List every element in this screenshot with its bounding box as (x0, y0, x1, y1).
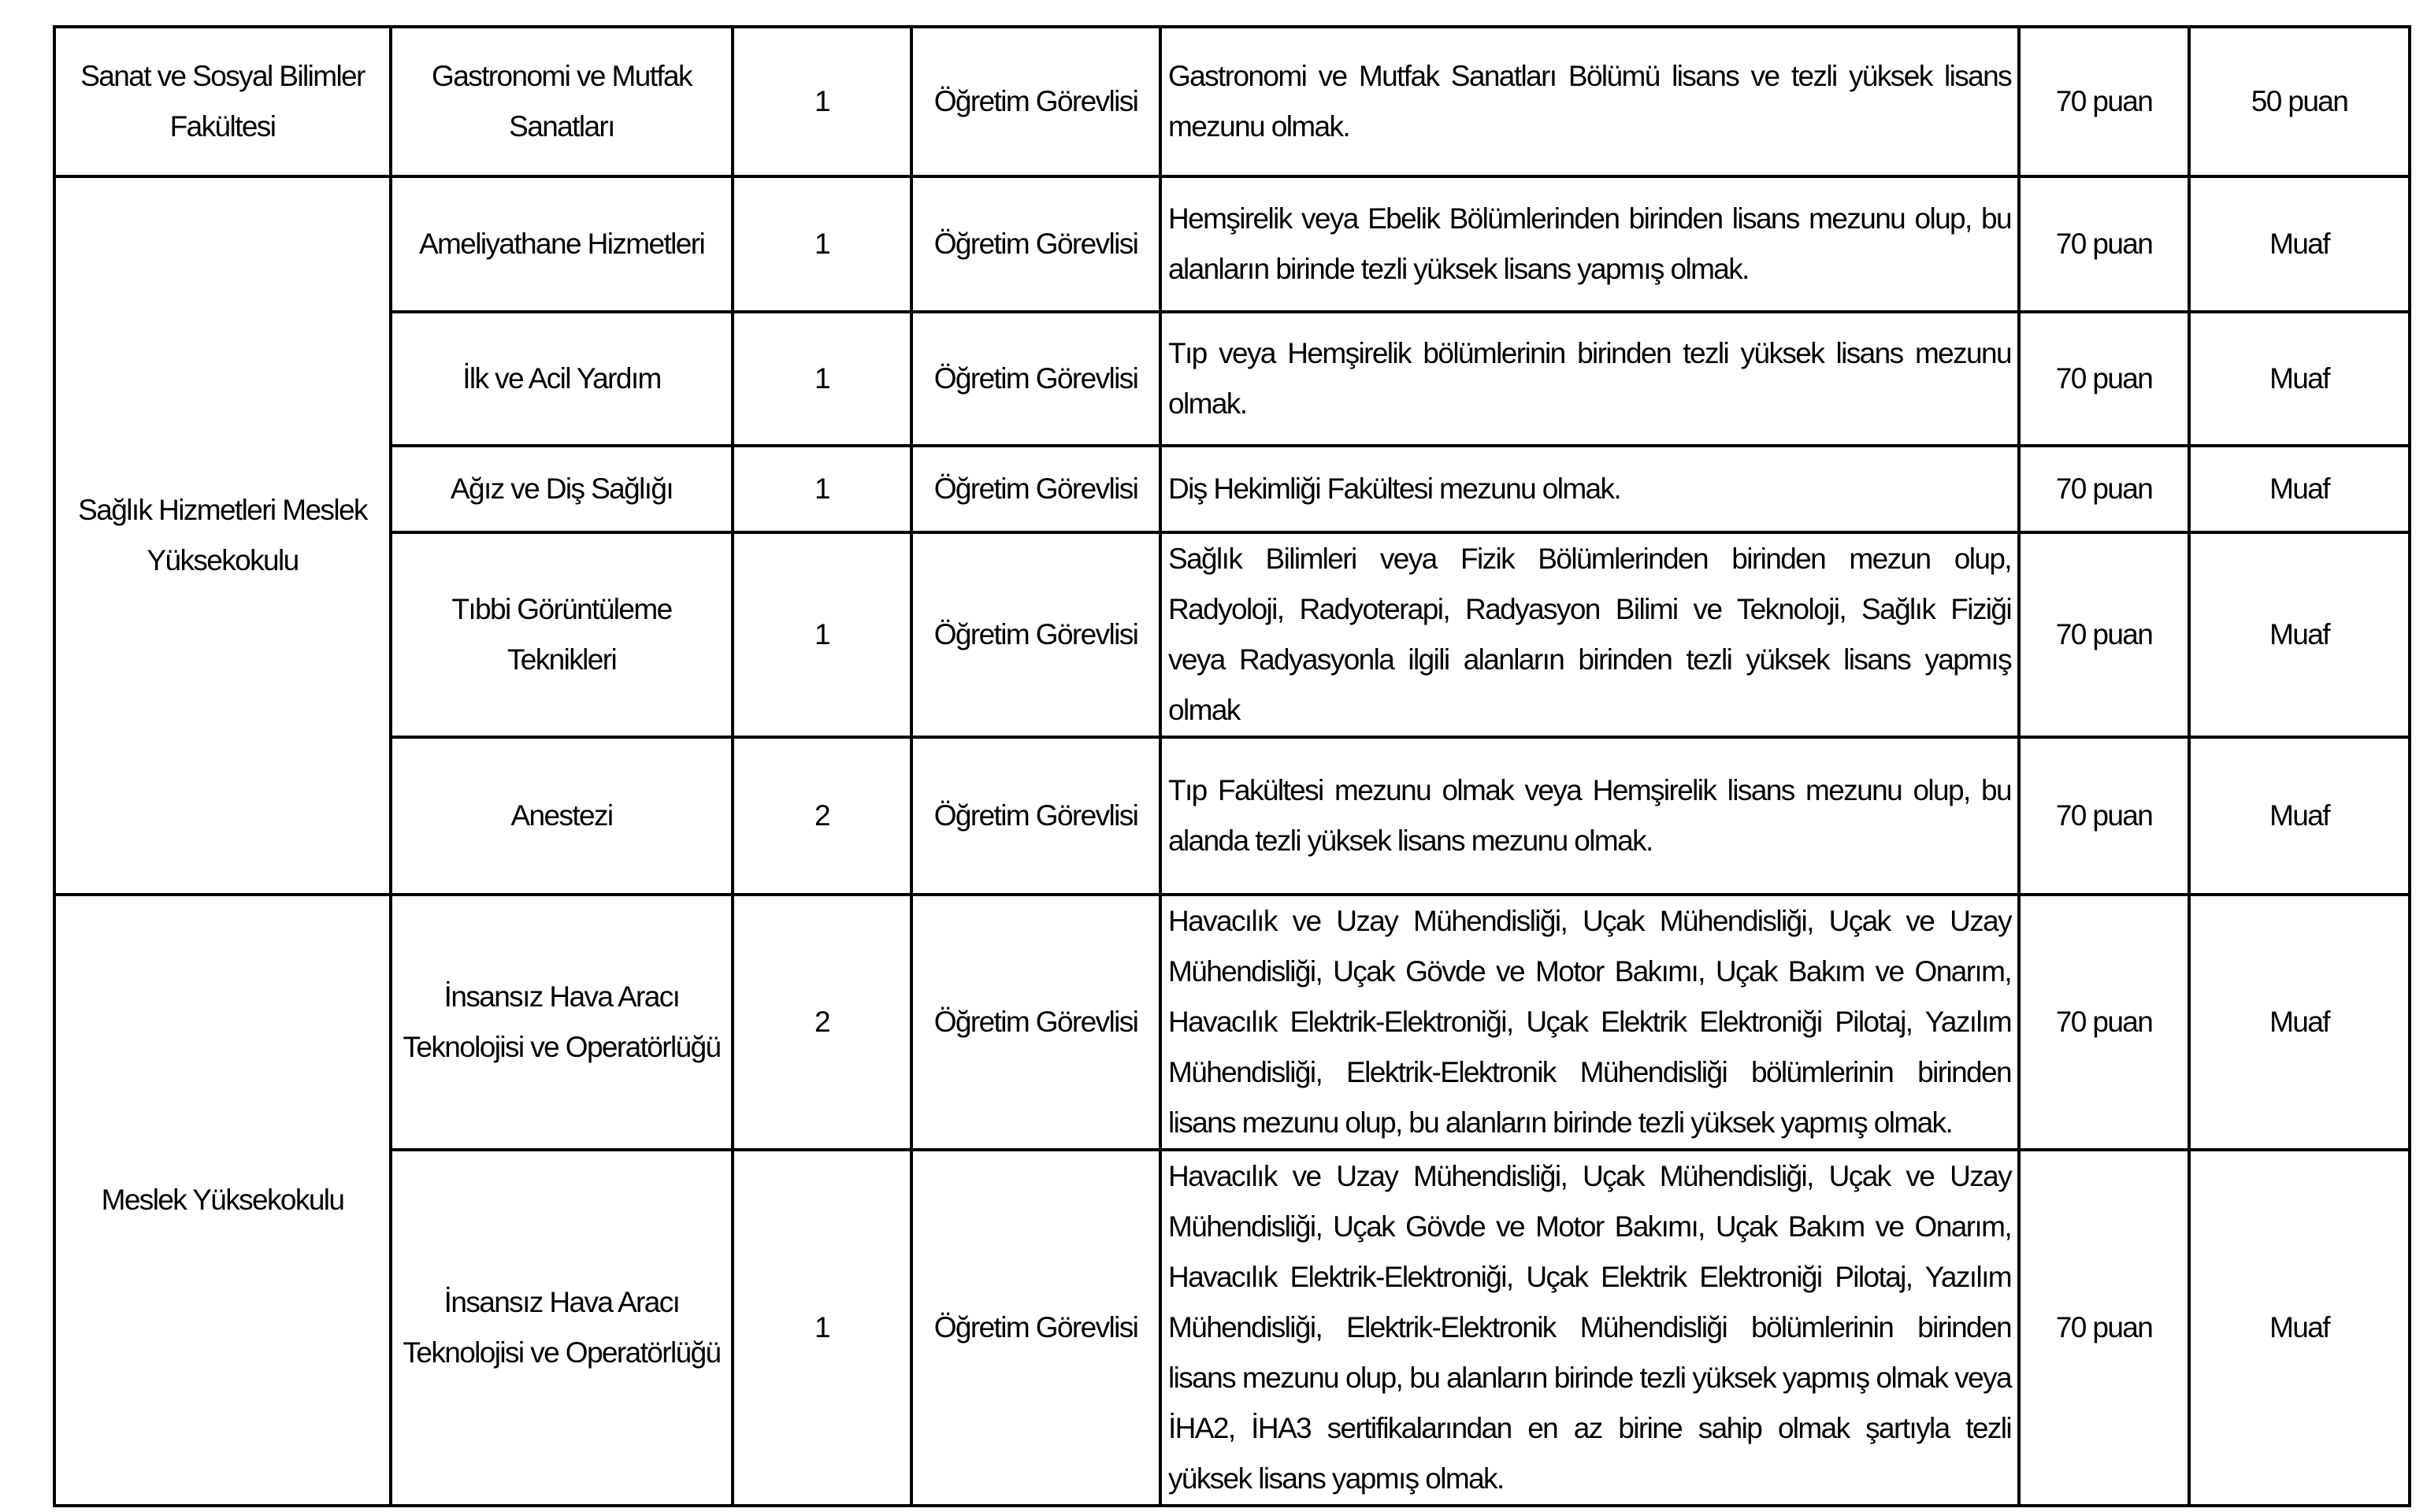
program-cell: İlk ve Acil Yardım (391, 312, 733, 446)
table-row (54, 737, 2410, 895)
title-cell: Öğretim Görevlisi (911, 176, 1160, 312)
title-cell: Öğretim Görevlisi (911, 895, 1160, 1150)
ales-cell: 70 puan (2019, 312, 2189, 446)
table-row (54, 176, 2410, 312)
title-cell: Öğretim Görevlisi (911, 737, 1160, 895)
language-cell: Muaf (2189, 176, 2410, 312)
program-cell: Gastronomi ve Mutfak Sanatları (391, 27, 733, 176)
requirement-cell: Hemşirelik veya Ebelik Bölümlerinden birinden lisans mezunu olup, bu alanların birinde tezli yüksek lisans yapmış olmak. (1160, 176, 2019, 312)
ales-cell: 70 puan (2019, 1150, 2189, 1506)
requirement-cell: Sağlık Bilimleri veya Fizik Bölümlerinden birinden mezun olup, Radyoloji, Radyoterapi, Radyasyon Bilimi ve Teknoloji, Sağlık Fiziği veya Radyasyonla ilgili alanların birinden tezli yüksek lisans yapmış olmak (1160, 532, 2019, 737)
requirement-cell: Gastronomi ve Mutfak Sanatları Bölümü lisans ve tezli yüksek lisans mezunu olmak. (1160, 27, 2019, 176)
language-cell: Muaf (2189, 446, 2410, 532)
program-cell: Tıbbi Görüntüleme Teknikleri (391, 532, 733, 737)
table-row (54, 895, 2410, 1150)
table-row (54, 27, 2410, 176)
count-cell: 1 (733, 532, 911, 737)
program-cell: İnsansız Hava Aracı Teknolojisi ve Operatörlüğü (391, 895, 733, 1150)
count-cell: 2 (733, 895, 911, 1150)
requirement-cell: Tıp Fakültesi mezunu olmak veya Hemşirelik lisans mezunu olup, bu alanda tezli yüksek lisans mezunu olmak. (1160, 737, 2019, 895)
title-cell: Öğretim Görevlisi (911, 532, 1160, 737)
table-row (54, 446, 2410, 532)
unit-cell: Meslek Yüksekokulu (54, 895, 391, 1506)
title-cell: Öğretim Görevlisi (911, 1150, 1160, 1506)
requirement-cell: Havacılık ve Uzay Mühendisliği, Uçak Mühendisliği, Uçak ve Uzay Mühendisliği, Uçak Gövde ve Motor Bakımı, Uçak Bakım ve Onarım, Havacılık Elektrik-Elektroniği, Uçak Elektrik Elektroniği Pilotaj, Yazılım Mühendisliği, Elektrik-Elektronik Mühendisliği bölümlerinin birinden lisans mezunu olup, bu alanların birinde tezli yüksek yapmış olmak veya İHA2, İHA3 sertifikalarından en az birine sahip olmak şartıyla tezli yüksek lisans yapmış olmak. (1160, 1150, 2019, 1506)
program-cell: Anestezi (391, 737, 733, 895)
title-cell: Öğretim Görevlisi (911, 27, 1160, 176)
count-cell: 1 (733, 446, 911, 532)
title-cell: Öğretim Görevlisi (911, 446, 1160, 532)
ales-cell: 70 puan (2019, 27, 2189, 176)
language-cell: Muaf (2189, 737, 2410, 895)
positions-table (53, 25, 2411, 1507)
table-row (54, 312, 2410, 446)
requirement-cell: Tıp veya Hemşirelik bölümlerinin birinden tezli yüksek lisans mezunu olmak. (1160, 312, 2019, 446)
title-cell: Öğretim Görevlisi (911, 312, 1160, 446)
count-cell: 1 (733, 312, 911, 446)
ales-cell: 70 puan (2019, 895, 2189, 1150)
program-cell: İnsansız Hava Aracı Teknolojisi ve Operatörlüğü (391, 1150, 733, 1506)
count-cell: 2 (733, 737, 911, 895)
program-cell: Ameliyathane Hizmetleri (391, 176, 733, 312)
unit-cell: Sanat ve Sosyal Bilimler Fakültesi (54, 27, 391, 176)
language-cell: 50 puan (2189, 27, 2410, 176)
count-cell: 1 (733, 176, 911, 312)
table-row (54, 1150, 2410, 1506)
language-cell: Muaf (2189, 895, 2410, 1150)
program-cell: Ağız ve Diş Sağlığı (391, 446, 733, 532)
requirement-cell: Havacılık ve Uzay Mühendisliği, Uçak Mühendisliği, Uçak ve Uzay Mühendisliği, Uçak Gövde ve Motor Bakımı, Uçak Bakım ve Onarım, Havacılık Elektrik-Elektroniği, Uçak Elektrik Elektroniği Pilotaj, Yazılım Mühendisliği, Elektrik-Elektronik Mühendisliği bölümlerinin birinden lisans mezunu olup, bu alanların birinde tezli yüksek yapmış olmak. (1160, 895, 2019, 1150)
ales-cell: 70 puan (2019, 176, 2189, 312)
ales-cell: 70 puan (2019, 737, 2189, 895)
language-cell: Muaf (2189, 1150, 2410, 1506)
table-row (54, 532, 2410, 737)
count-cell: 1 (733, 1150, 911, 1506)
unit-cell: Sağlık Hizmetleri Meslek Yüksekokulu (54, 176, 391, 895)
count-cell: 1 (733, 27, 911, 176)
requirement-cell: Diş Hekimliği Fakültesi mezunu olmak. (1160, 446, 2019, 532)
language-cell: Muaf (2189, 532, 2410, 737)
language-cell: Muaf (2189, 312, 2410, 446)
ales-cell: 70 puan (2019, 532, 2189, 737)
ales-cell: 70 puan (2019, 446, 2189, 532)
